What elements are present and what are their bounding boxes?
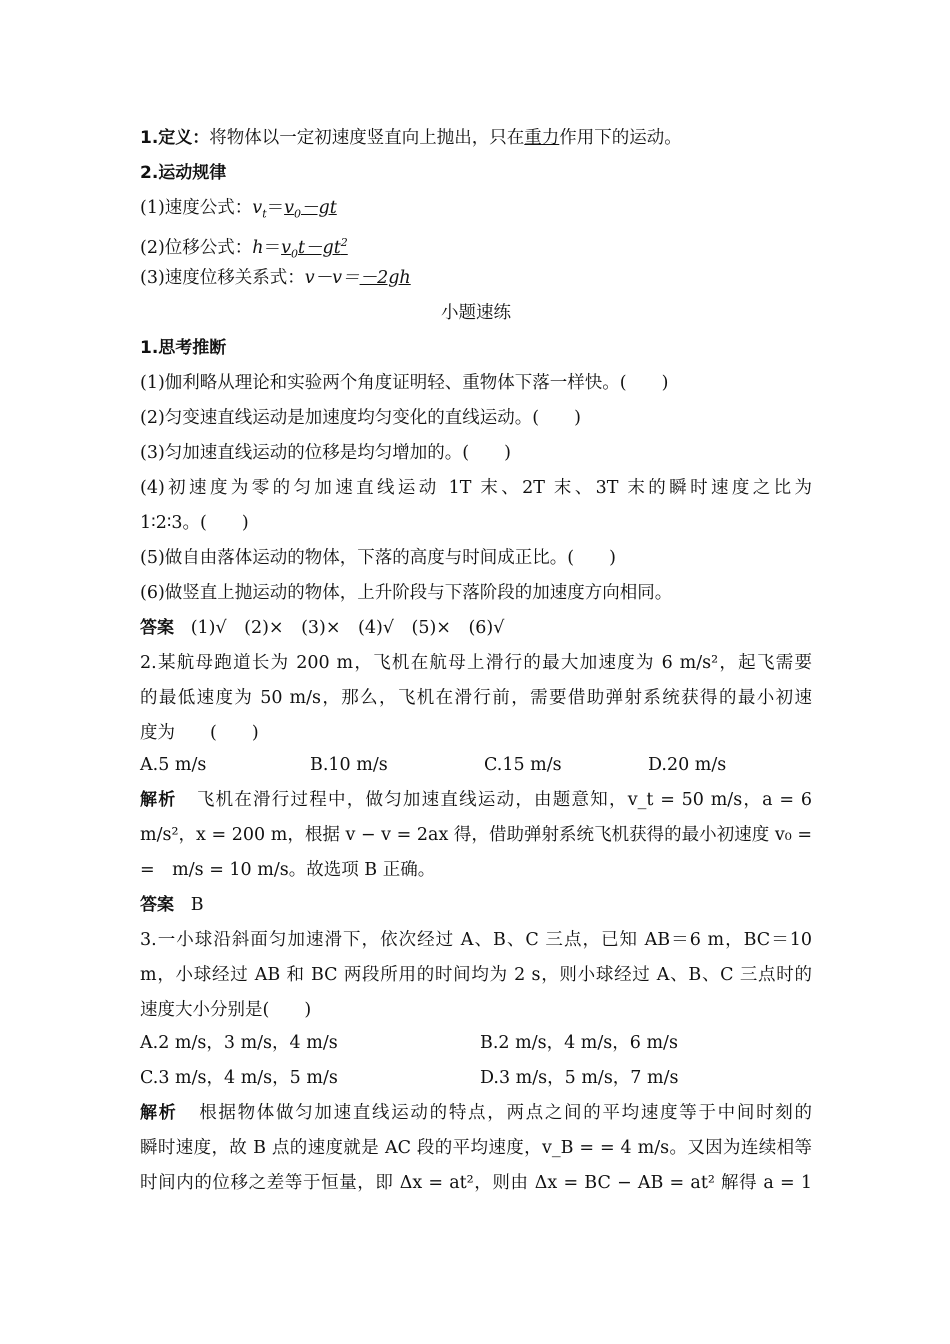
q3-option-d: D.3 m/s，5 m/s，7 m/s	[480, 1068, 679, 1088]
q1-heading: 1.思考推断	[140, 338, 227, 358]
answer-text: (1)√ (2)× (3)× (4)√ (5)× (6)√	[190, 618, 505, 638]
rules-heading: 2.运动规律	[140, 163, 227, 183]
q2-option-b: B.10 m/s	[310, 755, 388, 775]
definition-blank: 重力	[524, 128, 560, 148]
q3-option-a: A.2 m/s，3 m/s，4 m/s	[140, 1033, 338, 1053]
q3-stem: 3.一小球沿斜面匀加速滑下，依次经过 A、B、C 三点，已知 AB＝6 m，BC＝10	[140, 930, 812, 950]
q3-analysis: 瞬时速度，故 B 点的速度就是 AC 段的平均速度，v_B = = 4 m/s。又因为连续相等	[140, 1138, 812, 1158]
answer-text: B	[190, 895, 204, 915]
q2-option-c: C.15 m/s	[484, 755, 562, 775]
q3-option-c: C.3 m/s，4 m/s，5 m/s	[140, 1068, 338, 1088]
formula-sub: t	[262, 207, 267, 221]
q2-option-d: D.20 m/s	[648, 755, 727, 775]
q3-analysis: 时间内的位移之差等于恒量，即 Δx = at²，则由 Δx = BC − AB = at² 解得 a = 1	[140, 1173, 812, 1193]
displacement-formula	[140, 230, 348, 267]
vd-formula: v－v＝	[304, 268, 360, 288]
definition-text: 将物体以一定初速度竖直向上抛出，只在	[209, 128, 525, 148]
q3-stem: 速度大小分别是( )	[140, 1000, 312, 1020]
formula-var: h	[252, 237, 264, 258]
velocity-formula-label: (1)速度公式：	[140, 198, 253, 218]
velocity-formula	[140, 195, 337, 228]
answer-label: 答案	[140, 618, 174, 638]
definition-text-end: 作用下的运动。	[559, 128, 682, 148]
q1-item: (6)做竖直上抛运动的物体，上升阶段与下落阶段的加速度方向相同。	[140, 583, 673, 603]
answer-label: 答案	[140, 895, 174, 915]
formula-var: v	[252, 198, 263, 218]
q1-item: (3)匀加速直线运动的位移是均匀增加的。( )	[140, 443, 511, 463]
analysis-text: 根据物体做匀加速直线运动的特点，两点之间的平均速度等于中间时刻的	[199, 1103, 812, 1123]
displacement-formula-blank: $v_0t-gt^2$	[281, 236, 348, 261]
vd-formula-label: (3)速度位移关系式：	[140, 268, 305, 288]
analysis-label: 解析	[140, 1103, 178, 1123]
velocity-displacement-formula	[140, 265, 411, 291]
section-title: 小题速练	[441, 303, 511, 323]
q2-stem: 度为 ( )	[140, 723, 259, 743]
analysis-label: 解析	[140, 790, 177, 810]
q1-item: (1)伽利略从理论和实验两个角度证明轻、重物体下落一样快。( )	[140, 373, 669, 393]
q3-option-b: B.2 m/s，4 m/s，6 m/s	[480, 1033, 678, 1053]
q2-stem: 的最低速度为 50 m/s，那么，飞机在滑行前，需要借助弹射系统获得的最小初速	[140, 688, 812, 708]
q2-stem: 2.某航母跑道长为 200 m，飞机在航母上滑行的最大加速度为 6 m/s²，起飞需要	[140, 653, 812, 673]
q1-answer	[140, 615, 504, 641]
analysis-text: 飞机在滑行过程中，做匀加速直线运动，由题意知，v_t = 50 m/s，a = 6	[196, 790, 812, 810]
q2-analysis: = m/s = 10 m/s。故选项 B 正确。	[140, 860, 436, 880]
q1-item: (4)初速度为零的匀加速直线运动 1T 末、2T 末、3T 末的瞬时速度之比为	[140, 478, 812, 498]
velocity-formula-blank: $v_0-gt$	[284, 198, 337, 221]
vd-formula-blank: －2gh	[359, 268, 411, 288]
q1-item: 1∶2∶3。( )	[140, 513, 249, 533]
q3-analysis	[140, 1100, 812, 1126]
formula-eq: ＝	[266, 198, 285, 218]
q2-option-a: A.5 m/s	[140, 755, 207, 775]
definition-label: 1.定义：	[140, 128, 210, 148]
q2-answer	[140, 892, 204, 918]
displacement-formula-label: (2)位移公式：	[140, 237, 253, 258]
q1-item: (2)匀变速直线运动是加速度均匀变化的直线运动。( )	[140, 408, 581, 428]
q2-analysis: m/s²，x = 200 m，根据 v − v = 2ax 得，借助弹射系统飞机获得的最小初速度 v₀ =	[140, 825, 812, 845]
definition-line	[140, 125, 682, 151]
q2-analysis	[140, 787, 812, 813]
q3-stem: m，小球经过 AB 和 BC 两段所用的时间均为 2 s，则小球经过 A、B、C 三点时的	[140, 965, 812, 985]
q1-item: (5)做自由落体运动的物体，下落的高度与时间成正比。( )	[140, 548, 616, 568]
formula-eq: ＝	[263, 237, 282, 258]
